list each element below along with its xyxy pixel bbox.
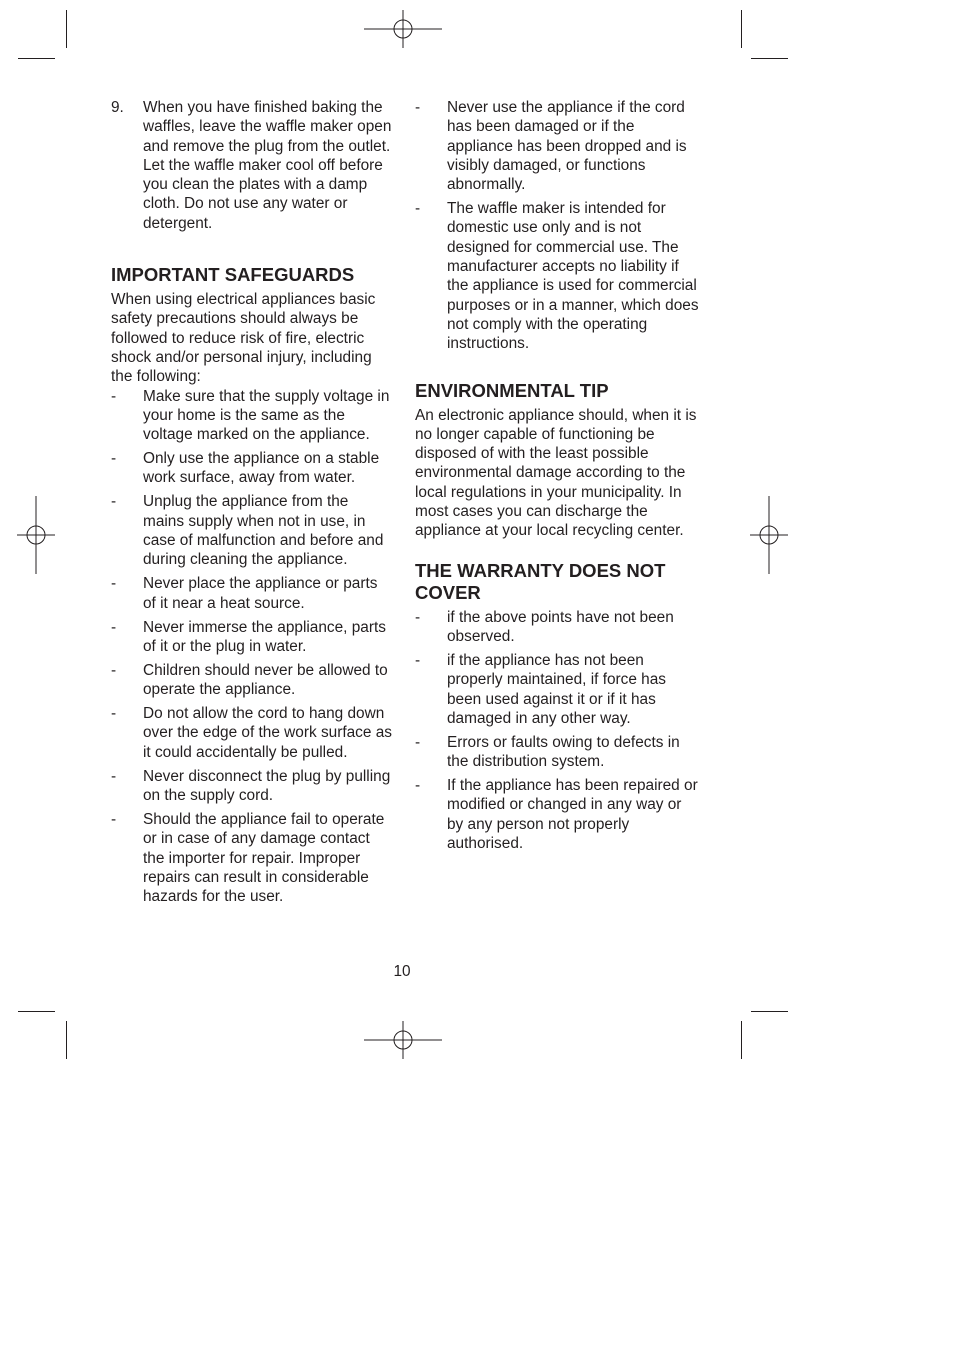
list-item (415, 98, 700, 194)
step-text: When you have finished baking the waffles, leave the waffle maker open and remove the plug from the outlet. Let the waffle maker cool off before you clean the plates with a damp cloth. Do not use any water or detergent. (143, 99, 392, 232)
bullet-marker: - (111, 450, 117, 468)
safeguards-heading: IMPORTANT SAFEGUARDS (111, 264, 355, 286)
list-item-text: Do not allow the cord to hang down over the edge of the work surface as it could accidentally be pulled. (143, 705, 392, 761)
registration-mark-left-icon (17, 496, 55, 574)
list-item (415, 776, 700, 853)
list-item-text: Never disconnect the plug by pulling on the supply cord. (143, 767, 391, 805)
left-column (111, 98, 393, 911)
environmental-heading: ENVIRONMENTAL TIP (415, 379, 609, 401)
bullet-marker: - (415, 733, 421, 751)
bullet-marker: - (415, 200, 421, 218)
bullet-marker: - (111, 493, 117, 511)
list-item-text: Should the appliance fail to operate or in case of any damage contact the importer for repair. Improper repairs can result in considerable hazards for the user. (143, 811, 385, 906)
bullet-marker: - (111, 661, 117, 679)
list-item (415, 651, 700, 728)
list-item (111, 492, 393, 569)
crop-mark-bottom-left-v (66, 1021, 67, 1059)
list-item (111, 618, 393, 657)
bullet-marker: - (111, 575, 117, 593)
safeguards-intro: When using electrical appliances basic safety precautions should always be followed to reduce risk of fire, electric shock and/or personal injury, including the following: (111, 291, 376, 386)
crop-mark-top-right-v (741, 10, 742, 48)
list-item (111, 810, 393, 906)
list-item-text: Only use the appliance on a stable work surface, away from water. (143, 450, 380, 487)
crop-mark-bottom-left-h (18, 1011, 55, 1012)
bullet-marker: - (111, 767, 117, 785)
bullet-marker: - (415, 651, 421, 669)
step-number: 9. (111, 99, 124, 116)
bullet-marker: - (111, 705, 117, 723)
bullet-marker: - (111, 811, 117, 828)
registration-mark-bottom-icon (364, 1021, 442, 1059)
list-item-text: Make sure that the supply voltage in your home is the same as the voltage marked on the appliance. (143, 387, 390, 444)
list-item-text: If the appliance has been repaired or modified or changed in any way or by any person not properly authorised. (447, 777, 698, 852)
right-column (415, 98, 700, 858)
list-item-text: Never immerse the appliance, parts of it or the plug in water. (143, 618, 386, 655)
list-item-text: if the above points have not been observed. (447, 608, 674, 645)
list-item (111, 449, 393, 488)
list-item-text: Unplug the appliance from the mains supply when not in use, in case of malfunction and before and during cleaning the appliance. (143, 493, 384, 569)
crop-mark-top-right-h (751, 58, 788, 59)
safeguards-continued-list (415, 98, 700, 354)
crop-mark-top-left-v (66, 10, 67, 48)
warranty-list (415, 608, 700, 854)
list-item (111, 767, 393, 806)
list-item-text: Errors or faults owing to defects in the distribution system. (447, 733, 680, 771)
registration-mark-right-icon (750, 496, 788, 574)
page-number: 10 (393, 963, 411, 980)
environmental-text: An electronic appliance should, when it is no longer capable of functioning be disposed of with the least possible environmental damage according to the local regulations in your municipality. In most cases you can discharge the appliance at your local recycling center. (415, 406, 697, 540)
list-item (111, 661, 393, 700)
list-item (415, 608, 700, 647)
list-item-text: if the appliance has not been properly maintained, if force has been used against it or if it has damaged in any other way. (447, 651, 667, 727)
crop-mark-bottom-right-h (751, 1011, 788, 1012)
list-item-text: Children should never be allowed to operate the appliance. (143, 661, 388, 699)
bullet-marker: - (415, 608, 421, 626)
bullet-marker: - (111, 387, 117, 405)
list-item (111, 574, 393, 613)
list-item (415, 733, 700, 772)
list-item-text: Never use the appliance if the cord has been damaged or if the appliance has been dropped and is visibly damaged, or functions abnormally. (447, 99, 687, 194)
crop-mark-top-left-h (18, 58, 55, 59)
step-item (111, 98, 393, 233)
safeguards-list (111, 387, 393, 907)
bullet-marker: - (111, 618, 117, 636)
warranty-heading: THE WARRANTY DOES NOT COVER (415, 559, 666, 603)
crop-mark-bottom-right-v (741, 1021, 742, 1059)
list-item (415, 199, 700, 353)
list-item (111, 704, 393, 762)
list-item-text: The waffle maker is intended for domestic use only and is not designed for commercial use. The manufacturer accepts no liability if the appliance is used for commercial purposes or in a manner, which does not comply with the operating instructions. (447, 200, 699, 353)
registration-mark-top-icon (364, 10, 442, 48)
bullet-marker: - (415, 777, 421, 795)
bullet-marker: - (415, 99, 421, 116)
list-item-text: Never place the appliance or parts of it near a heat source. (143, 575, 378, 612)
list-item (111, 387, 393, 445)
